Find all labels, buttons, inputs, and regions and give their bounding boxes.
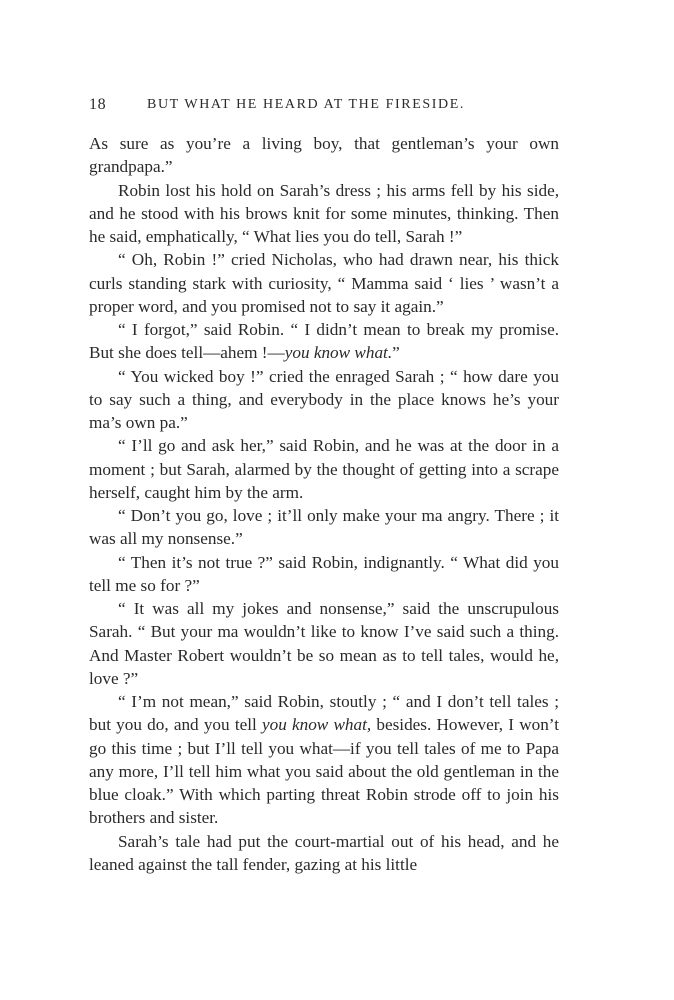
text-segment: “ I forgot,” said Robin. “ I didn’t mean to break my promise. But she does tell—ahem !—: [89, 320, 559, 363]
text-segment: “ Then it’s not true ?” said Robin, indignantly. “ What did you tell me so for ?”: [89, 552, 559, 595]
text-segment: Robin lost his hold on Sarah’s dress ; his arms fell by his side, and he stood with his brows knit for some minutes, thinking. Then he said, emphatically, “ What lies you do tell, Sarah !”: [89, 180, 559, 246]
paragraph: [89, 504, 559, 551]
italic-text: you know what.: [284, 343, 393, 363]
italic-text: you know what,: [261, 715, 372, 735]
paragraph: [89, 690, 559, 830]
paragraph: [89, 434, 559, 504]
paragraph: [89, 365, 559, 435]
text-segment: As sure as you’re a living boy, that gentleman’s your own grandpapa.”: [89, 134, 559, 177]
paragraph: [89, 248, 559, 318]
paragraph: [89, 597, 559, 690]
page-header: [89, 96, 559, 118]
paragraph: [89, 132, 559, 179]
paragraph: [89, 551, 559, 598]
paragraph: [89, 830, 559, 877]
text-segment: Sarah’s tale had put the court-martial out of his head, and he leaned against the tall fender, gazing at his little: [89, 831, 559, 874]
text-segment: ”: [392, 343, 400, 363]
text-segment: besides. However, I won’t go this time ; but I’ll tell you what—if you tell tales of me to Papa any more, I’ll tell him what you said about the old gentleman in the blue cloak.” With which parting threat Robin strode off to join his brothers and sister.: [89, 715, 559, 828]
text-segment: “ You wicked boy !” cried the enraged Sarah ; “ how dare you to say such a thing, and everybody in the place knows he’s your ma’s own pa.”: [89, 366, 559, 432]
text-segment: “ I’m not mean,” said Robin, stoutly ; “ and I don’t tell tales ; but you do, and you tell: [89, 692, 559, 735]
text-segment: “ I’ll go and ask her,” said Robin, and he was at the door in a moment ; but Sarah, alarmed by the thought of getting into a scrape herself, caught him by the arm.: [89, 436, 559, 502]
running-head: BUT WHAT HE HEARD AT THE FIRESIDE.: [147, 97, 465, 112]
body-text: [89, 132, 559, 876]
text-segment: “ It was all my jokes and nonsense,” said the unscrupulous Sarah. “ But your ma wouldn’t like to know I’ve said such a thing. And Master Robert wouldn’t be so mean as to tell tales, would he, love ?”: [89, 599, 559, 688]
paragraph: [89, 318, 559, 365]
text-segment: “ Don’t you go, love ; it’ll only make your ma angry. There ; it was all my nonsense.”: [89, 506, 559, 549]
text-segment: “ Oh, Robin !” cried Nicholas, who had drawn near, his thick curls standing stark with curiosity, “ Mamma said ‘ lies ’ wasn’t a proper word, and you promised not to say it again.”: [89, 250, 559, 316]
page-number: 18: [89, 96, 107, 113]
paragraph: [89, 179, 559, 249]
